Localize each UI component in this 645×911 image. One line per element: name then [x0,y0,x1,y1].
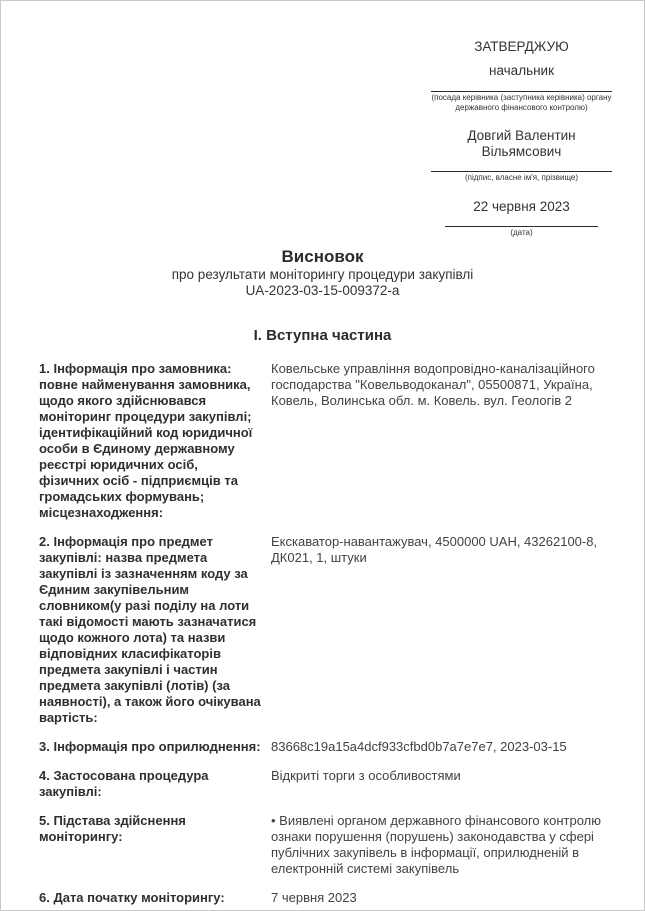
info-value: Екскаватор-навантажувач, 4500000 UAH, 43262100-8, ДК021, 1, штуки [271,534,598,565]
info-row [39,361,611,521]
date-signature-line [445,226,598,227]
info-row [39,768,611,800]
position-caption: (посада керівника (заступника керівника) органу державного фінансового контролю) [431,93,612,112]
info-label: 1. Інформація про замовника: повне найменування замовника, щодо якого здійснювався моніторинг процедури закупівлі; ідентифікаційний код юридичної особи в Єдиному державному реєстрі юридичних осіб, фізичних осіб - підприємців та громадських формувань; місцезнаходження: [39,361,253,520]
info-value: Відкриті торги з особливостями [271,768,461,783]
info-label: 2. Інформація про предмет закупівлі: назва предмета закупівлі із зазначенням коду за Єдиним закупівельним словником(у разі поділу на лоти такі відомості мають зазначатися щодо кожного лота) та назви відповідних класифікаторів предмета закупівлі і частин предмета закупівлі (лотів) (за наявності), а також його очікувана вартість: [39,534,261,725]
info-row [39,534,611,726]
document-title: Висновок [281,247,364,266]
approver-position: начальник [488,63,555,78]
date-caption: (дата) [510,228,533,237]
info-table [1,361,644,906]
info-row [39,813,611,877]
info-value: • Виявлені органом державного фінансового контролю ознаки порушення (порушень) законодавства у сфері публічних закупівель в інформації, оприлюдненій в електронній системі закупівель [271,813,601,876]
info-value: 83668c19a15a4dcf933cfbd0b7a7e7e7, 2023-03-15 [271,739,567,754]
title-block [1,247,644,299]
info-label: 3. Інформація про оприлюднення: [39,739,261,754]
info-label: 5. Підстава здійснення моніторингу: [39,813,186,844]
approve-label: ЗАТВЕРДЖУЮ [474,39,569,54]
document-subtitle: про результати моніторингу процедури закупівлі [171,267,474,282]
procurement-id: UA-2023-03-15-009372-a [245,283,400,298]
info-value: Ковельське управління водопровідно-каналізаційного господарства "Ковельводоканал", 05500871, Україна, Ковель, Волинська обл. м. Ковель. вул. Геологів 2 [271,361,595,408]
name-signature-line [431,171,612,172]
info-label: 4. Застосована процедура закупівлі: [39,768,209,799]
info-value: 7 червня 2023 [271,890,357,905]
section-heading: I. Вступна частина [253,327,392,344]
info-label: 6. Дата початку моніторингу: [39,890,225,905]
position-signature-line [431,91,612,92]
info-row [39,890,611,906]
approval-date: 22 червня 2023 [473,199,570,214]
approver-name: Довгий Валентин Вільямсович [467,128,576,159]
name-caption: (підпис, власне ім'я, прізвище) [464,173,579,182]
info-row [39,739,611,755]
approval-block [431,39,612,238]
